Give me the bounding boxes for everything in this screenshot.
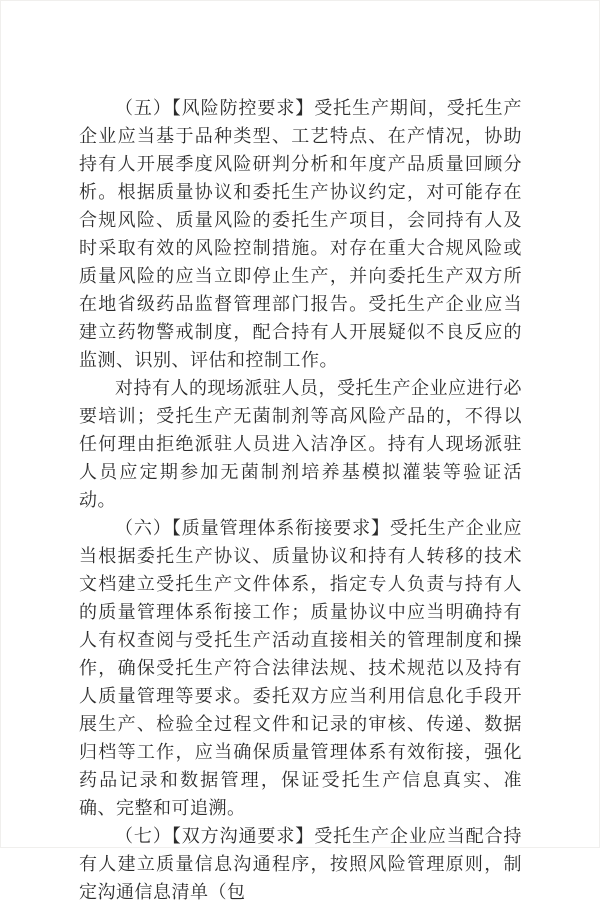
document-body [79, 95, 522, 907]
paragraph-onsite-personnel: 对持有人的现场派驻人员，受托生产企业应进行必要培训；受托生产无菌制剂等高风险产品的，不得以任何理由拒绝派驻人员进入洁净区。持有人现场派驻人员应定期参加无菌制剂培养基模拟灌装等验证活动。 [79, 378, 522, 511]
paragraph-risk-control: （五）【风险防控要求】受托生产期间，受托生产企业应当基于品种类型、工艺特点、在产情况，协助持有人开展季度风险研判分析和年度产品质量回顾分析。根据质量协议和委托生产协议约定，对可能存在合规风险、质量风险的委托生产项目，会同持有人及时采取有效的风险控制措施。对存在重大合规风险或质量风险的应当立即停止生产，并向委托生产双方所在地省级药品监督管理部门报告。受托生产企业应当建立药物警戒制度，配合持有人开展疑似不良反应的监测、识别、评估和控制工作。 [79, 98, 522, 371]
paragraph-quality-system-link: （六）【质量管理体系衔接要求】受托生产企业应当根据委托生产协议、质量协议和持有人转移的技术文档建立受托生产文件体系，指定专人负责与持有人的质量管理体系衔接工作；质量协议中应当明确持有人有权查阅与受托生产活动直接相关的管理制度和操作，确保受托生产符合法律法规、技术规范以及持有人质量管理等要求。委托双方应当利用信息化手段开展生产、检验全过程文件和记录的审核、传递、数据归档等工作，应当确保质量管理体系有效衔接，强化药品记录和数据管理，保证受托生产信息真实、准确、完整和可追溯。 [79, 518, 522, 819]
paragraph-communication: （七）【双方沟通要求】受托生产企业应当配合持有人建立质量信息沟通程序，按照风险管理原则，制定沟通信息清单（包 [79, 826, 522, 903]
